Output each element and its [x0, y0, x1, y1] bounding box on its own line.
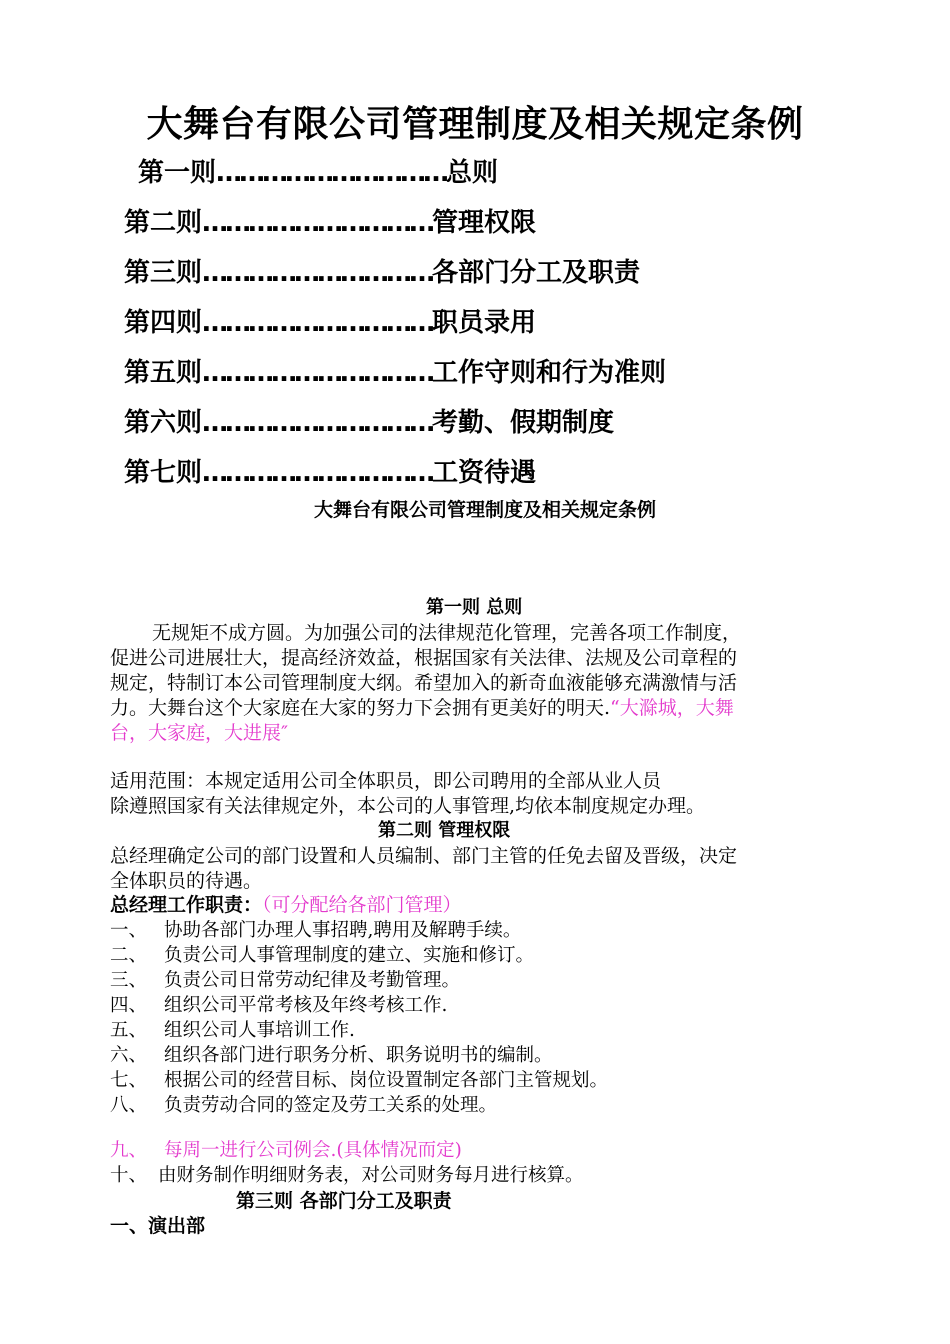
- intro-line-2: 促进公司进展壮大，提高经济效益，根据国家有关法律、法规及公司章程的: [110, 647, 738, 669]
- intro-line-3: 规定，特制订本公司管理制度大纲。希望加入的新奇血液能够充满激情与活: [110, 672, 738, 694]
- section-heading-1: 第一则 总则: [426, 597, 523, 618]
- duty-number: 一、: [110, 920, 148, 941]
- duty-item: [110, 1068, 608, 1093]
- intro-last-text: 力。大舞台这个大家庭在大家的努力下会拥有更美好的明天.: [110, 697, 611, 719]
- toc-entry-3: [124, 255, 640, 291]
- duty-text: 组织公司平常考核及年终考核工作.: [164, 995, 448, 1016]
- duty-text: 负责劳动合同的签定及劳工关系的处理。: [164, 1095, 498, 1116]
- section-heading-2: 第二则 管理权限: [378, 820, 511, 841]
- duty-number: 十、: [110, 1165, 148, 1186]
- duty-number: 九、: [110, 1140, 148, 1161]
- intro-line-1: 无规矩不成方圆。为加强公司的法律规范化管理，完善各项工作制度，: [152, 622, 742, 644]
- duty-text: 由财务制作明细财务表，对公司财务每月进行核算。: [158, 1165, 584, 1186]
- toc-topic: 管理权限: [432, 208, 537, 238]
- duty-item: [110, 993, 447, 1018]
- toc-dots: …………………………: [202, 208, 433, 238]
- duty-item: [110, 943, 534, 968]
- duty-text: 组织各部门进行职务分析、职务说明书的编制。: [164, 1045, 553, 1066]
- duty-text: 组织公司人事培训工作.: [164, 1020, 355, 1041]
- toc-dots: …………………………: [202, 258, 433, 288]
- duties-label: 总经理工作职责：: [110, 894, 263, 916]
- toc-label: 第二则: [124, 208, 203, 238]
- duty-number: 三、: [110, 970, 148, 991]
- toc-topic: 各部门分工及职责: [432, 258, 641, 288]
- duty-item-10: [110, 1163, 584, 1188]
- scope-line: 适用范围：本规定适用公司全体职员，即公司聘用的全部从业人员: [110, 770, 662, 792]
- toc-topic: 总则: [446, 158, 499, 188]
- toc-label: 第五则: [124, 358, 203, 388]
- toc-dots: …………………………: [202, 408, 433, 438]
- toc-entry-2: [124, 205, 536, 241]
- document-title: 大舞台有限公司管理制度及相关规定条例: [146, 104, 804, 145]
- document-subtitle: 大舞台有限公司管理制度及相关规定条例: [313, 499, 656, 521]
- duty-text: 每周一进行公司例会.(具体情况而定): [164, 1140, 462, 1161]
- duty-item: [110, 1093, 497, 1118]
- slogan-text: “大滁城，大舞: [610, 697, 734, 719]
- duty-number: 二、: [110, 945, 148, 966]
- toc-dots: …………………………: [202, 458, 433, 488]
- toc-label: 第七则: [124, 458, 203, 488]
- toc-dots: …………………………: [202, 358, 433, 388]
- duty-text: 根据公司的经营目标、岗位设置制定各部门主管规划。: [164, 1070, 609, 1091]
- toc-entry-6: [124, 405, 614, 441]
- toc-label: 第四则: [124, 308, 203, 338]
- duty-text: 协助各部门办理人事招聘,聘用及解聘手续。: [164, 920, 522, 941]
- duties-note: （可分配给各部门管理）: [262, 894, 462, 916]
- toc-label: 第一则: [138, 158, 217, 188]
- toc-topic: 工作守则和行为准则: [432, 358, 667, 388]
- duty-number: 五、: [110, 1020, 148, 1041]
- duty-item: [110, 918, 521, 943]
- toc-entry-7: [124, 455, 536, 491]
- toc-dots: …………………………: [202, 308, 433, 338]
- duty-item: [110, 968, 460, 993]
- toc-entry-1: [138, 155, 498, 191]
- department-heading: 一、演出部: [110, 1215, 206, 1237]
- section-heading-3: 第三则 各部门分工及职责: [236, 1190, 452, 1212]
- duty-text: 负责公司日常劳动纪律及考勤管理。: [164, 970, 461, 991]
- duty-number: 七、: [110, 1070, 148, 1091]
- intro-line-4: [110, 695, 860, 721]
- authority-line-2: 全体职员的待遇。: [110, 870, 263, 892]
- authority-line-1: 总经理确定公司的部门设置和人员编制、部门主管的任免去留及晋级，决定: [110, 845, 738, 867]
- toc-topic: 职员录用: [432, 308, 537, 338]
- duty-item: [110, 1018, 355, 1043]
- toc-label: 第三则: [124, 258, 203, 288]
- duty-item: [110, 1043, 553, 1068]
- duties-header: [110, 892, 860, 918]
- duty-number: 六、: [110, 1045, 148, 1066]
- toc-label: 第六则: [124, 408, 203, 438]
- slogan-line-2: 台，大家庭，大进展″: [110, 722, 289, 744]
- toc-entry-4: [124, 305, 536, 341]
- duty-number: 四、: [110, 995, 148, 1016]
- scope-line-2: 除遵照国家有关法律规定外，本公司的人事管理,均依本制度规定办理。: [110, 795, 706, 817]
- duty-text: 负责公司人事管理制度的建立、实施和修订。: [164, 945, 535, 966]
- toc-topic: 工资待遇: [432, 458, 537, 488]
- toc-entry-5: [124, 355, 666, 391]
- duty-number: 八、: [110, 1095, 148, 1116]
- duty-item-9: [110, 1138, 462, 1163]
- toc-topic: 考勤、假期制度: [432, 408, 615, 438]
- toc-dots: …………………………: [216, 158, 447, 188]
